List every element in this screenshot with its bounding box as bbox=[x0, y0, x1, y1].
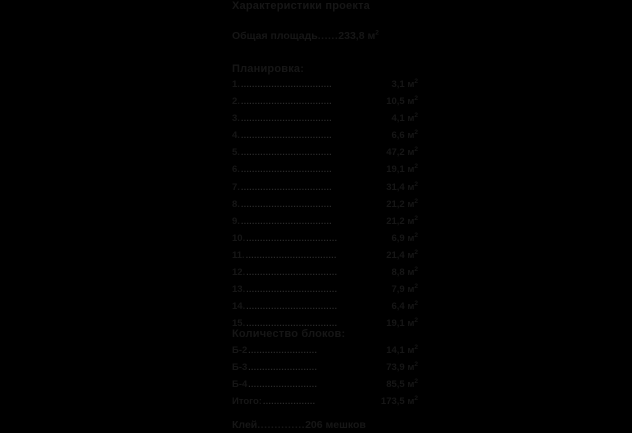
room-row bbox=[232, 281, 418, 298]
rooms-list bbox=[232, 76, 418, 332]
room-row bbox=[232, 144, 418, 161]
block-label: Б-3 bbox=[232, 362, 248, 374]
room-label: 9. bbox=[232, 215, 240, 227]
room-value: 31,4 $м^2$ bbox=[386, 180, 418, 193]
room-row bbox=[232, 161, 418, 178]
blocks-list bbox=[232, 342, 418, 410]
room-value: 19,1 $м^2$ bbox=[386, 163, 418, 176]
room-row bbox=[232, 213, 418, 230]
room-row bbox=[232, 93, 418, 110]
room-row bbox=[232, 196, 418, 213]
total-area-line bbox=[232, 30, 379, 42]
block-value: 14,1 $м^2$ bbox=[386, 343, 418, 356]
block-row bbox=[232, 342, 418, 359]
leader-dots: ................................. bbox=[240, 164, 333, 175]
room-value: 19,1 $м^2$ bbox=[386, 317, 418, 330]
glue-line bbox=[232, 419, 366, 431]
plan-header: Планировка: bbox=[232, 63, 305, 75]
block-row bbox=[232, 376, 418, 393]
room-label: 12. bbox=[232, 267, 246, 279]
leader-dots: ................................. bbox=[246, 318, 338, 329]
room-row bbox=[232, 247, 418, 264]
room-label: 8. bbox=[232, 198, 240, 210]
total-area-value: 233,8 $м^2$ bbox=[338, 29, 379, 42]
leader-dots: ......................... bbox=[248, 379, 318, 390]
room-value: 7,9 $м^2$ bbox=[391, 282, 418, 296]
blocks-header: Количество блоков: bbox=[232, 328, 346, 340]
block-row bbox=[232, 359, 418, 376]
room-value: 47,2 $м^2$ bbox=[386, 146, 418, 159]
leader-dots: ................................. bbox=[246, 267, 338, 278]
room-label: 1. bbox=[232, 79, 240, 90]
total-area-dots: ...... bbox=[317, 30, 339, 42]
block-value: 73,9 $м^2$ bbox=[386, 360, 418, 374]
room-value: 6,4 $м^2$ bbox=[391, 300, 418, 313]
leader-dots: ................................. bbox=[240, 147, 333, 158]
leader-dots: ................................. bbox=[246, 284, 338, 295]
leader-dots: ................................. bbox=[240, 198, 333, 209]
leader-dots: ................................. bbox=[240, 96, 333, 107]
room-label: 7. bbox=[232, 181, 240, 193]
room-label: 11. bbox=[232, 249, 245, 261]
room-row bbox=[232, 110, 418, 127]
specification-title: Характеристики проекта bbox=[232, 0, 370, 12]
glue-value: 206 мешков bbox=[305, 419, 366, 431]
leader-dots: ................................. bbox=[245, 249, 337, 260]
room-value: 21,2 $м^2$ bbox=[386, 214, 418, 227]
room-row bbox=[232, 298, 418, 315]
room-label: 5. bbox=[232, 147, 240, 159]
blocks-total-row bbox=[232, 393, 418, 410]
glue-label: Клей bbox=[232, 419, 258, 431]
room-row bbox=[232, 230, 418, 247]
room-row bbox=[232, 127, 418, 144]
leader-dots: ................................. bbox=[240, 113, 333, 124]
glue-dots: .............. bbox=[257, 419, 306, 431]
leader-dots: ................................. bbox=[246, 301, 338, 312]
blocks-total-value: 173,5 $м^2$ bbox=[380, 395, 418, 408]
room-value: 10,5 $м^2$ bbox=[386, 94, 418, 108]
leader-dots: ................... bbox=[262, 396, 316, 407]
room-label: 3. bbox=[232, 113, 240, 125]
leader-dots: ......................... bbox=[248, 362, 318, 373]
leader-dots: ................................. bbox=[240, 181, 333, 192]
room-label: 14. bbox=[232, 301, 246, 313]
total-area-label: Общая площадь bbox=[232, 30, 318, 42]
room-value: 21,2 $м^2$ bbox=[386, 197, 418, 210]
room-row bbox=[232, 179, 418, 196]
room-row bbox=[232, 76, 418, 93]
room-row bbox=[232, 264, 418, 281]
room-label: 2. bbox=[232, 96, 240, 108]
leader-dots: ................................. bbox=[240, 79, 333, 89]
block-value: 85,5 $м^2$ bbox=[386, 378, 418, 391]
leader-dots: ................................. bbox=[240, 215, 333, 226]
room-label: 13. bbox=[232, 284, 246, 296]
room-value: 6,9 $м^2$ bbox=[391, 231, 418, 244]
block-label: Б-4 bbox=[232, 379, 248, 391]
leader-dots: ................................. bbox=[240, 130, 333, 141]
room-value: 8,8 $м^2$ bbox=[391, 265, 418, 279]
room-value: 3,1 $м^2$ bbox=[391, 77, 418, 90]
room-label: 10. bbox=[232, 232, 246, 244]
block-label: Б-2 bbox=[232, 345, 248, 356]
blocks-total-label: Итого: bbox=[232, 396, 262, 408]
room-label: 6. bbox=[232, 164, 240, 176]
room-value: 21,4 $м^2$ bbox=[386, 248, 418, 261]
leader-dots: ................................. bbox=[246, 232, 338, 243]
room-value: 4,1 $м^2$ bbox=[391, 112, 418, 125]
room-value: 6,6 $м^2$ bbox=[391, 129, 418, 142]
leader-dots: ......................... bbox=[248, 345, 318, 355]
room-label: 15. bbox=[232, 318, 246, 330]
room-label: 4. bbox=[232, 130, 240, 142]
